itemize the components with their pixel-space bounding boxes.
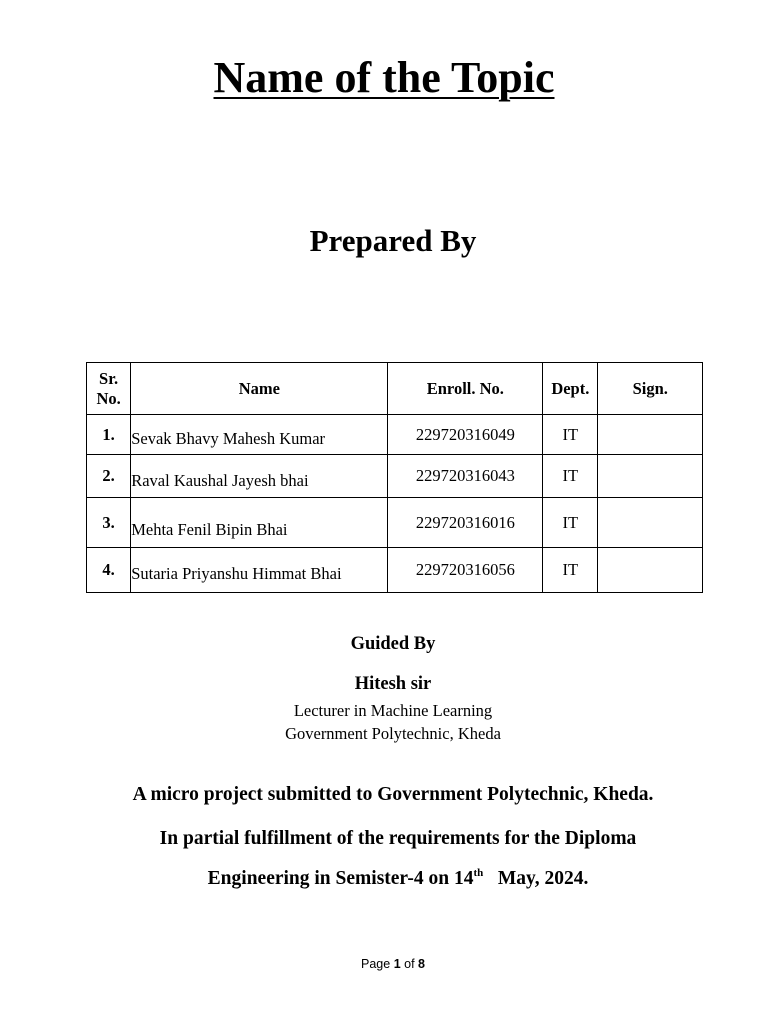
header-sr-no (87, 363, 131, 415)
submission-statement: A micro project submitted to Government Polytechnic, Kheda. (132, 784, 654, 805)
row-dept: IT (543, 455, 598, 498)
footer-of-word: of (404, 957, 415, 971)
guide-institute: Government Polytechnic, Kheda (285, 724, 501, 743)
prepared-by-heading: Prepared By (309, 223, 477, 258)
header-name: Name (131, 363, 388, 415)
row-sr-no: 3. (87, 498, 131, 548)
row-sr-no: 4. (87, 548, 131, 593)
fulfilment-date-suffix: May, 2024. (497, 868, 589, 889)
table-row (87, 498, 703, 548)
row-sign-cell (598, 415, 703, 455)
header-sr-no-line2: No. (96, 388, 121, 408)
fulfilment-line-2 (0, 868, 768, 890)
row-name: Sevak Bhavy Mahesh Kumar (131, 415, 388, 455)
row-dept: IT (543, 415, 598, 455)
header-sr-no-line1: Sr. (99, 368, 119, 388)
date-ordinal-suffix: th (473, 867, 484, 879)
table-row (87, 455, 703, 498)
guided-by-heading: Guided By (350, 634, 436, 654)
row-dept: IT (543, 548, 598, 593)
fulfilment-line-1: In partial fulfillment of the requirements for the Diploma (159, 828, 637, 849)
header-enroll-no: Enroll. No. (388, 363, 543, 415)
fulfilment-date-prefix: Engineering in Semister-4 on 14 (207, 868, 474, 889)
table-header-row (87, 363, 703, 415)
row-enroll-no: 229720316016 (388, 498, 543, 548)
row-enroll-no: 229720316049 (388, 415, 543, 455)
page-footer (0, 957, 768, 971)
guide-name: Hitesh sir (354, 674, 432, 694)
footer-total-pages: 8 (418, 957, 425, 971)
members-table (86, 362, 703, 593)
row-sr-no: 2. (87, 455, 131, 498)
footer-page-word: Page (361, 957, 391, 971)
row-dept: IT (543, 498, 598, 548)
row-name: Sutaria Priyanshu Himmat Bhai (131, 548, 388, 593)
row-sign-cell (598, 548, 703, 593)
guide-designation: Lecturer in Machine Learning (293, 701, 493, 720)
row-enroll-no: 229720316043 (388, 455, 543, 498)
row-sign-cell (598, 498, 703, 548)
row-name: Mehta Fenil Bipin Bhai (131, 498, 388, 548)
table-row (87, 415, 703, 455)
header-dept: Dept. (543, 363, 598, 415)
document-title: Name of the Topic (213, 53, 555, 102)
row-enroll-no: 229720316056 (388, 548, 543, 593)
row-sign-cell (598, 455, 703, 498)
row-sr-no: 1. (87, 415, 131, 455)
header-sign: Sign. (598, 363, 703, 415)
table-row (87, 548, 703, 593)
footer-current-page: 1 (393, 957, 401, 971)
row-name: Raval Kaushal Jayesh bhai (131, 455, 388, 498)
